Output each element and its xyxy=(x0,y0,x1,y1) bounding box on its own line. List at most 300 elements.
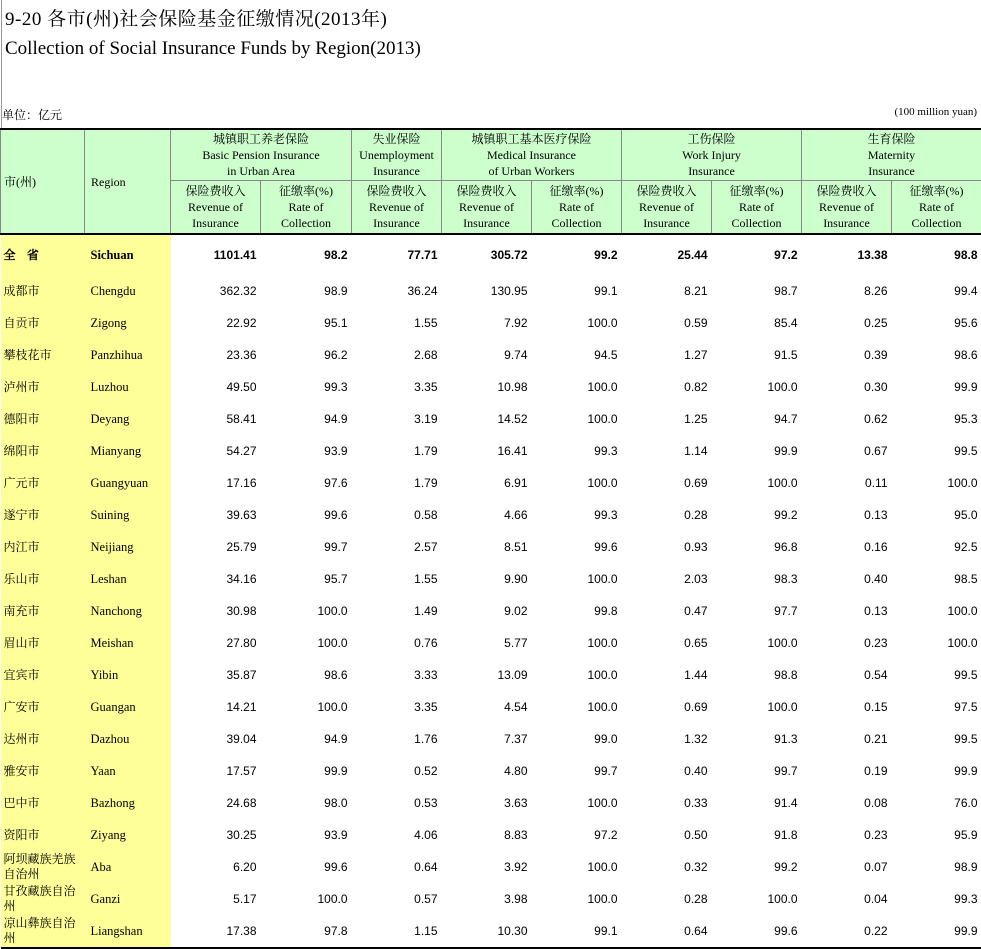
value-cell: 14.21 xyxy=(171,691,261,723)
value-cell: 1.44 xyxy=(622,659,712,691)
value-cell: 0.53 xyxy=(352,787,442,819)
value-cell: 98.8 xyxy=(892,234,981,275)
value-cell: 95.1 xyxy=(261,307,352,339)
subheader-en2: Collection xyxy=(261,215,351,231)
value-cell: 1.32 xyxy=(622,723,712,755)
value-cell: 100.0 xyxy=(532,851,622,883)
value-cell: 9.02 xyxy=(442,595,532,627)
value-cell: 99.1 xyxy=(532,915,622,948)
value-cell: 99.2 xyxy=(712,499,802,531)
region-name-en: Deyang xyxy=(85,403,171,435)
region-name-en: Luzhou xyxy=(85,371,171,403)
group-cn: 城镇职工基本医疗保险 xyxy=(442,131,621,147)
table-row xyxy=(1,659,981,691)
value-cell: 2.03 xyxy=(622,563,712,595)
region-name-en: Ganzi xyxy=(85,883,171,915)
table-row xyxy=(1,723,981,755)
value-cell: 2.68 xyxy=(352,339,442,371)
value-cell: 1.14 xyxy=(622,435,712,467)
city-name-cn: 泸州市 xyxy=(1,371,85,403)
value-cell: 100.0 xyxy=(712,627,802,659)
table-row xyxy=(1,627,981,659)
group-en2: Insurance xyxy=(352,163,441,179)
table-row xyxy=(1,755,981,787)
value-cell: 1.79 xyxy=(352,435,442,467)
value-cell: 92.5 xyxy=(892,531,981,563)
city-name-cn: 乐山市 xyxy=(1,563,85,595)
region-name-en: Guangan xyxy=(85,691,171,723)
group-en1: Unemployment xyxy=(352,147,441,163)
value-cell: 99.5 xyxy=(892,659,981,691)
table-row-total xyxy=(1,234,981,275)
group-en2: Insurance xyxy=(802,163,981,179)
value-cell: 0.13 xyxy=(802,595,892,627)
subheader-cn: 保险费收入 xyxy=(802,183,891,199)
value-cell: 97.2 xyxy=(712,234,802,275)
region-name-en: Zigong xyxy=(85,307,171,339)
value-cell: 100.0 xyxy=(712,691,802,723)
value-cell: 16.41 xyxy=(442,435,532,467)
value-cell: 99.3 xyxy=(532,499,622,531)
value-cell: 91.3 xyxy=(712,723,802,755)
value-cell: 98.8 xyxy=(712,659,802,691)
group-cn: 城镇职工养老保险 xyxy=(171,131,351,147)
value-cell: 0.62 xyxy=(802,403,892,435)
city-name-cn: 达州市 xyxy=(1,723,85,755)
region-name-en: Leshan xyxy=(85,563,171,595)
value-cell: 362.32 xyxy=(171,275,261,307)
value-cell: 3.35 xyxy=(352,371,442,403)
value-cell: 97.6 xyxy=(261,467,352,499)
value-cell: 25.79 xyxy=(171,531,261,563)
value-cell: 0.28 xyxy=(622,883,712,915)
value-cell: 0.50 xyxy=(622,819,712,851)
city-name-cn: 广安市 xyxy=(1,691,85,723)
city-name-cn: 阿坝藏族羌族自治州 xyxy=(1,851,85,883)
value-cell: 10.30 xyxy=(442,915,532,948)
subheader-cn: 保险费收入 xyxy=(352,183,441,199)
value-cell: 95.0 xyxy=(892,499,981,531)
value-cell: 94.9 xyxy=(261,723,352,755)
value-cell: 17.57 xyxy=(171,755,261,787)
table-body xyxy=(1,234,981,948)
value-cell: 99.6 xyxy=(712,915,802,948)
value-cell: 9.90 xyxy=(442,563,532,595)
value-cell: 1.49 xyxy=(352,595,442,627)
city-name-cn: 绵阳市 xyxy=(1,435,85,467)
value-cell: 100.0 xyxy=(532,627,622,659)
subheader-en1: Revenue of xyxy=(622,199,711,215)
value-cell: 0.11 xyxy=(802,467,892,499)
value-cell: 94.5 xyxy=(532,339,622,371)
region-name-en: Meishan xyxy=(85,627,171,659)
group-en2: in Urban Area xyxy=(171,163,351,179)
subheader-en2: Collection xyxy=(892,215,981,231)
header-city-cn: 市(州) xyxy=(1,129,85,234)
value-cell: 100.0 xyxy=(532,563,622,595)
value-cell: 0.19 xyxy=(802,755,892,787)
value-cell: 98.2 xyxy=(261,234,352,275)
table-row xyxy=(1,883,981,915)
value-cell: 0.69 xyxy=(622,691,712,723)
subheader-en2: Insurance xyxy=(442,215,531,231)
value-cell: 30.98 xyxy=(171,595,261,627)
region-name-en: Guangyuan xyxy=(85,467,171,499)
subheader-cn: 保险费收入 xyxy=(442,183,531,199)
value-cell: 0.67 xyxy=(802,435,892,467)
value-cell: 100.0 xyxy=(532,371,622,403)
subheader-en1: Revenue of xyxy=(171,199,260,215)
value-cell: 0.64 xyxy=(622,915,712,948)
city-name-cn: 凉山彝族自治州 xyxy=(1,915,85,948)
subheader-en1: Revenue of xyxy=(802,199,891,215)
region-name-en: Mianyang xyxy=(85,435,171,467)
value-cell: 0.64 xyxy=(352,851,442,883)
value-cell: 93.9 xyxy=(261,819,352,851)
city-name-cn: 攀枝花市 xyxy=(1,339,85,371)
subheader-revenue-2 xyxy=(352,181,442,235)
subheader-rate-4 xyxy=(532,181,622,235)
value-cell: 99.9 xyxy=(892,371,981,403)
value-cell: 0.33 xyxy=(622,787,712,819)
subheader-en2: Insurance xyxy=(352,215,441,231)
value-cell: 1.55 xyxy=(352,307,442,339)
value-cell: 100.0 xyxy=(532,467,622,499)
subheader-en2: Insurance xyxy=(171,215,260,231)
value-cell: 17.16 xyxy=(171,467,261,499)
subheader-en1: Revenue of xyxy=(442,199,531,215)
header-group-work-injury xyxy=(622,129,802,181)
value-cell: 35.87 xyxy=(171,659,261,691)
city-name-cn: 遂宁市 xyxy=(1,499,85,531)
header-group-maternity xyxy=(802,129,981,181)
table-row xyxy=(1,307,981,339)
subheader-rate-8 xyxy=(892,181,981,235)
table-row xyxy=(1,499,981,531)
city-name-cn: 资阳市 xyxy=(1,819,85,851)
value-cell: 0.54 xyxy=(802,659,892,691)
value-cell: 99.9 xyxy=(261,755,352,787)
value-cell: 100.0 xyxy=(532,691,622,723)
value-cell: 9.74 xyxy=(442,339,532,371)
value-cell: 98.9 xyxy=(892,851,981,883)
value-cell: 99.6 xyxy=(261,499,352,531)
value-cell: 97.5 xyxy=(892,691,981,723)
header-region-en: Region xyxy=(85,129,171,234)
value-cell: 7.92 xyxy=(442,307,532,339)
region-name-en: Panzhihua xyxy=(85,339,171,371)
value-cell: 99.2 xyxy=(712,851,802,883)
value-cell: 99.7 xyxy=(532,755,622,787)
region-name-en: Aba xyxy=(85,851,171,883)
value-cell: 94.9 xyxy=(261,403,352,435)
value-cell: 99.8 xyxy=(532,595,622,627)
value-cell: 54.27 xyxy=(171,435,261,467)
value-cell: 4.54 xyxy=(442,691,532,723)
unit-label-en: (100 million yuan) xyxy=(895,106,978,118)
value-cell: 0.59 xyxy=(622,307,712,339)
value-cell: 77.71 xyxy=(352,234,442,275)
value-cell: 100.0 xyxy=(712,883,802,915)
value-cell: 13.38 xyxy=(802,234,892,275)
header-group-medical xyxy=(442,129,622,181)
value-cell: 4.06 xyxy=(352,819,442,851)
subheader-en1: Rate of xyxy=(892,199,981,215)
table-row xyxy=(1,435,981,467)
city-name-cn: 雅安市 xyxy=(1,755,85,787)
subheader-en2: Collection xyxy=(712,215,801,231)
subheader-en1: Rate of xyxy=(532,199,621,215)
value-cell: 99.6 xyxy=(261,851,352,883)
value-cell: 22.92 xyxy=(171,307,261,339)
value-cell: 27.80 xyxy=(171,627,261,659)
value-cell: 0.76 xyxy=(352,627,442,659)
value-cell: 99.3 xyxy=(892,883,981,915)
subheader-en1: Rate of xyxy=(261,199,351,215)
value-cell: 34.16 xyxy=(171,563,261,595)
value-cell: 100.0 xyxy=(712,467,802,499)
table-row xyxy=(1,851,981,883)
table-row xyxy=(1,531,981,563)
value-cell: 25.44 xyxy=(622,234,712,275)
value-cell: 99.9 xyxy=(892,755,981,787)
value-cell: 0.93 xyxy=(622,531,712,563)
value-cell: 0.16 xyxy=(802,531,892,563)
region-name-en: Suining xyxy=(85,499,171,531)
value-cell: 100.0 xyxy=(532,787,622,819)
subheader-cn: 征缴率(%) xyxy=(712,183,801,199)
table-header xyxy=(1,129,981,234)
value-cell: 36.24 xyxy=(352,275,442,307)
value-cell: 5.17 xyxy=(171,883,261,915)
value-cell: 99.0 xyxy=(532,723,622,755)
value-cell: 0.47 xyxy=(622,595,712,627)
table-row xyxy=(1,595,981,627)
value-cell: 23.36 xyxy=(171,339,261,371)
header-group-pension xyxy=(171,129,352,181)
value-cell: 0.04 xyxy=(802,883,892,915)
value-cell: 99.7 xyxy=(261,531,352,563)
value-cell: 1.55 xyxy=(352,563,442,595)
region-name-en: Yibin xyxy=(85,659,171,691)
value-cell: 100.0 xyxy=(712,371,802,403)
group-cn: 生育保险 xyxy=(802,131,981,147)
value-cell: 0.23 xyxy=(802,819,892,851)
subheader-cn: 保险费收入 xyxy=(171,183,260,199)
value-cell: 95.7 xyxy=(261,563,352,595)
value-cell: 13.09 xyxy=(442,659,532,691)
table-row xyxy=(1,787,981,819)
value-cell: 0.57 xyxy=(352,883,442,915)
region-name-en: Ziyang xyxy=(85,819,171,851)
group-en2: Insurance xyxy=(622,163,801,179)
value-cell: 10.98 xyxy=(442,371,532,403)
value-cell: 0.22 xyxy=(802,915,892,948)
value-cell: 95.9 xyxy=(892,819,981,851)
subheader-rate-1 xyxy=(261,181,352,235)
value-cell: 0.82 xyxy=(622,371,712,403)
value-cell: 99.6 xyxy=(532,531,622,563)
value-cell: 100.0 xyxy=(261,627,352,659)
value-cell: 3.33 xyxy=(352,659,442,691)
value-cell: 98.3 xyxy=(712,563,802,595)
value-cell: 4.80 xyxy=(442,755,532,787)
value-cell: 99.4 xyxy=(892,275,981,307)
value-cell: 39.04 xyxy=(171,723,261,755)
value-cell: 100.0 xyxy=(892,467,981,499)
value-cell: 17.38 xyxy=(171,915,261,948)
value-cell: 98.0 xyxy=(261,787,352,819)
value-cell: 0.07 xyxy=(802,851,892,883)
city-name-cn: 巴中市 xyxy=(1,787,85,819)
region-name-en: Neijiang xyxy=(85,531,171,563)
table-title-en: Collection of Social Insurance Funds by Region(2013) xyxy=(5,38,421,60)
value-cell: 8.51 xyxy=(442,531,532,563)
value-cell: 100.0 xyxy=(532,883,622,915)
value-cell: 98.7 xyxy=(712,275,802,307)
subheader-revenue-3 xyxy=(442,181,532,235)
value-cell: 3.98 xyxy=(442,883,532,915)
subheader-revenue-5 xyxy=(622,181,712,235)
group-en1: Medical Insurance xyxy=(442,147,621,163)
value-cell: 100.0 xyxy=(261,595,352,627)
value-cell: 1.79 xyxy=(352,467,442,499)
city-name-cn: 广元市 xyxy=(1,467,85,499)
value-cell: 100.0 xyxy=(532,307,622,339)
value-cell: 3.19 xyxy=(352,403,442,435)
value-cell: 0.21 xyxy=(802,723,892,755)
city-name-cn: 眉山市 xyxy=(1,627,85,659)
value-cell: 0.23 xyxy=(802,627,892,659)
value-cell: 100.0 xyxy=(261,883,352,915)
value-cell: 7.37 xyxy=(442,723,532,755)
value-cell: 24.68 xyxy=(171,787,261,819)
value-cell: 95.3 xyxy=(892,403,981,435)
table-row xyxy=(1,691,981,723)
value-cell: 0.58 xyxy=(352,499,442,531)
value-cell: 91.5 xyxy=(712,339,802,371)
region-name-en: Bazhong xyxy=(85,787,171,819)
subheader-rate-6 xyxy=(712,181,802,235)
value-cell: 14.52 xyxy=(442,403,532,435)
value-cell: 96.8 xyxy=(712,531,802,563)
value-cell: 100.0 xyxy=(892,627,981,659)
region-name-en: Dazhou xyxy=(85,723,171,755)
value-cell: 99.3 xyxy=(532,435,622,467)
value-cell: 96.2 xyxy=(261,339,352,371)
value-cell: 0.13 xyxy=(802,499,892,531)
city-name-cn: 全 省 xyxy=(1,234,85,275)
subheader-cn: 征缴率(%) xyxy=(532,183,621,199)
table-row xyxy=(1,467,981,499)
value-cell: 0.15 xyxy=(802,691,892,723)
subheader-en2: Collection xyxy=(532,215,621,231)
value-cell: 100.0 xyxy=(261,691,352,723)
value-cell: 99.2 xyxy=(532,234,622,275)
value-cell: 1.15 xyxy=(352,915,442,948)
value-cell: 6.20 xyxy=(171,851,261,883)
city-name-cn: 甘孜藏族自治州 xyxy=(1,883,85,915)
value-cell: 130.95 xyxy=(442,275,532,307)
value-cell: 99.3 xyxy=(261,371,352,403)
group-en2: of Urban Workers xyxy=(442,163,621,179)
subheader-revenue-0 xyxy=(171,181,261,235)
subheader-en1: Revenue of xyxy=(352,199,441,215)
value-cell: 1.76 xyxy=(352,723,442,755)
value-cell: 8.21 xyxy=(622,275,712,307)
value-cell: 2.57 xyxy=(352,531,442,563)
value-cell: 97.8 xyxy=(261,915,352,948)
region-name-en: Sichuan xyxy=(85,234,171,275)
value-cell: 0.40 xyxy=(802,563,892,595)
value-cell: 0.32 xyxy=(622,851,712,883)
value-cell: 99.9 xyxy=(712,435,802,467)
subheader-en1: Rate of xyxy=(712,199,801,215)
value-cell: 3.35 xyxy=(352,691,442,723)
value-cell: 99.5 xyxy=(892,435,981,467)
value-cell: 91.4 xyxy=(712,787,802,819)
group-en1: Maternity xyxy=(802,147,981,163)
value-cell: 0.65 xyxy=(622,627,712,659)
table-row xyxy=(1,915,981,948)
unit-label-cn: 单位：亿元 xyxy=(2,106,62,123)
value-cell: 97.7 xyxy=(712,595,802,627)
header-group-unemployment xyxy=(352,129,442,181)
value-cell: 305.72 xyxy=(442,234,532,275)
value-cell: 99.7 xyxy=(712,755,802,787)
table-row xyxy=(1,339,981,371)
subheader-en2: Insurance xyxy=(622,215,711,231)
city-name-cn: 自贡市 xyxy=(1,307,85,339)
value-cell: 76.0 xyxy=(892,787,981,819)
value-cell: 99.1 xyxy=(532,275,622,307)
value-cell: 8.26 xyxy=(802,275,892,307)
table-row xyxy=(1,563,981,595)
value-cell: 0.28 xyxy=(622,499,712,531)
value-cell: 100.0 xyxy=(892,595,981,627)
subheader-cn: 保险费收入 xyxy=(622,183,711,199)
city-name-cn: 内江市 xyxy=(1,531,85,563)
group-en1: Work Injury xyxy=(622,147,801,163)
value-cell: 100.0 xyxy=(532,659,622,691)
value-cell: 5.77 xyxy=(442,627,532,659)
value-cell: 3.92 xyxy=(442,851,532,883)
value-cell: 0.40 xyxy=(622,755,712,787)
table-row xyxy=(1,275,981,307)
region-name-en: Chengdu xyxy=(85,275,171,307)
value-cell: 100.0 xyxy=(532,403,622,435)
subheader-cn: 征缴率(%) xyxy=(892,183,981,199)
value-cell: 1.27 xyxy=(622,339,712,371)
value-cell: 0.39 xyxy=(802,339,892,371)
value-cell: 0.69 xyxy=(622,467,712,499)
city-name-cn: 宜宾市 xyxy=(1,659,85,691)
city-name-cn: 南充市 xyxy=(1,595,85,627)
value-cell: 58.41 xyxy=(171,403,261,435)
value-cell: 95.6 xyxy=(892,307,981,339)
value-cell: 3.63 xyxy=(442,787,532,819)
region-name-en: Yaan xyxy=(85,755,171,787)
value-cell: 49.50 xyxy=(171,371,261,403)
value-cell: 1.25 xyxy=(622,403,712,435)
value-cell: 0.25 xyxy=(802,307,892,339)
value-cell: 98.5 xyxy=(892,563,981,595)
table-row xyxy=(1,371,981,403)
region-name-en: Liangshan xyxy=(85,915,171,948)
group-cn: 失业保险 xyxy=(352,131,441,147)
value-cell: 1101.41 xyxy=(171,234,261,275)
value-cell: 30.25 xyxy=(171,819,261,851)
